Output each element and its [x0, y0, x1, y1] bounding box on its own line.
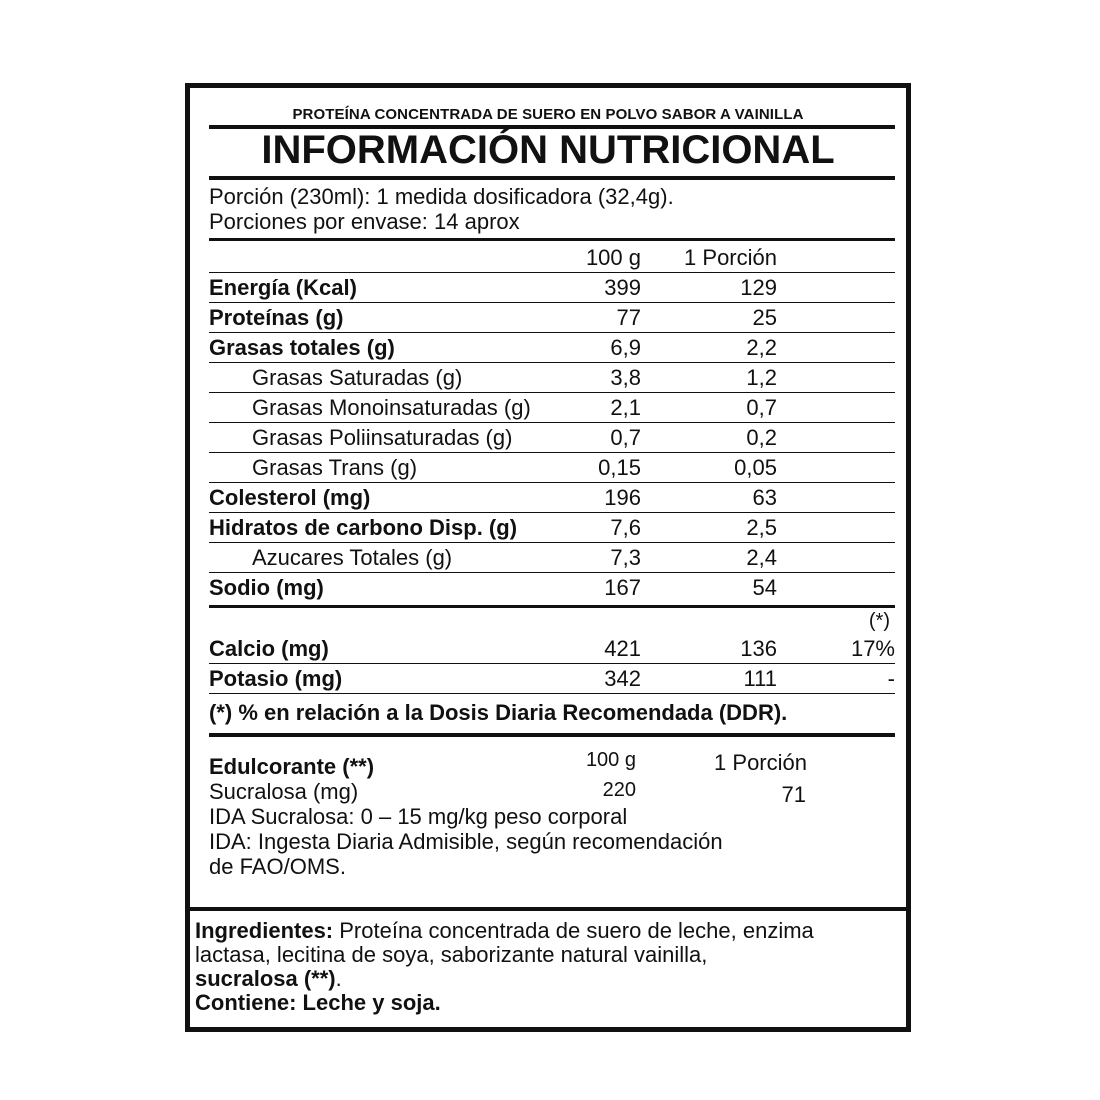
nutrient-value-portion: 129: [740, 275, 777, 300]
mineral-value-portion: 111: [743, 666, 777, 691]
ingredients-line-2: lactasa, lecitina de soya, saborizante natural vainilla,: [195, 942, 708, 967]
ddr-footnote: (*) % en relación a la Dosis Diaria Recomendada (DDR).: [209, 700, 788, 725]
nutrient-name: Grasas Trans (g): [252, 455, 418, 480]
servings-per-container: Porciones por envase: 14 aprox: [209, 209, 520, 234]
nutrient-row: [209, 273, 895, 303]
sweetener-col-portion: 1 Porción: [714, 750, 807, 775]
nutrient-value-portion: 54: [752, 575, 777, 600]
nutrient-value-100g: 7,6: [610, 515, 641, 540]
ingredients-period: .: [335, 966, 342, 991]
allergen-statement: Contiene: Leche y soja.: [195, 990, 441, 1015]
ingredients-heading: Ingredientes:: [195, 918, 334, 943]
divider: [209, 605, 895, 608]
nutrient-value-100g: 0,15: [598, 455, 641, 480]
nutrient-value-100g: 6,9: [610, 335, 641, 360]
divider: [190, 907, 906, 911]
nutrient-row: [209, 513, 895, 543]
nutrient-value-portion: 2,4: [746, 545, 777, 570]
label-title: INFORMACIÓN NUTRICIONAL: [261, 128, 835, 172]
mineral-name: Potasio (mg): [209, 666, 343, 691]
sweetener-col-100g: 100 g: [585, 749, 636, 771]
divider: [209, 733, 895, 737]
ida-definition: IDA: Ingesta Diaria Admisible, según recomendación: [209, 829, 723, 854]
nutrient-row: [209, 393, 895, 423]
nutrient-value-portion: 0,2: [746, 425, 777, 450]
ingredients-text: Proteína concentrada de suero de leche, enzima: [333, 918, 814, 943]
nutrient-name: Hidratos de carbono Disp. (g): [209, 515, 518, 540]
nutrient-name: Grasas Poliinsaturadas (g): [252, 425, 513, 450]
ingredients-line-1: [195, 918, 814, 944]
nutrient-value-100g: 0,7: [610, 425, 641, 450]
mineral-row: [209, 664, 895, 694]
nutrient-value-portion: 63: [752, 485, 777, 510]
nutrient-name: Grasas Monoinsaturadas (g): [252, 395, 531, 420]
nutrient-value-100g: 399: [604, 275, 641, 300]
nutrient-value-100g: 77: [616, 305, 641, 330]
sweetener-heading: Edulcorante (**): [209, 754, 375, 779]
nutrient-name: Azucares Totales (g): [252, 545, 453, 570]
nutrient-name: Proteínas (g): [209, 305, 344, 330]
product-subtitle: PROTEÍNA CONCENTRADA DE SUERO EN POLVO SABOR A VAINILLA: [292, 106, 804, 123]
nutrition-label: [185, 83, 911, 1032]
nutrient-value-100g: 7,3: [610, 545, 641, 570]
serving-size: Porción (230ml): 1 medida dosificadora (32,4g).: [209, 184, 674, 209]
mineral-row: [209, 634, 895, 664]
nutrient-row: [209, 453, 895, 483]
mineral-value-portion: 136: [740, 636, 777, 661]
col-100g-header: 100 g: [585, 245, 641, 270]
nutrient-row: [209, 573, 895, 603]
mineral-value-100g: 421: [604, 636, 641, 661]
mineral-value-pct: 17%: [850, 636, 895, 661]
nutrient-name: Energía (Kcal): [209, 275, 357, 300]
nutrient-value-portion: 1,2: [746, 365, 777, 390]
mineral-name: Calcio (mg): [209, 636, 329, 661]
nutrient-name: Grasas Saturadas (g): [252, 365, 463, 390]
nutrient-name: Colesterol (mg): [209, 485, 371, 510]
sweetener-value-portion: 71: [781, 782, 806, 807]
nutrient-row: [209, 543, 895, 573]
nutrient-name: Sodio (mg): [209, 575, 324, 600]
divider: [209, 238, 895, 241]
divider: [209, 176, 895, 180]
nutrient-value-portion: 0,05: [734, 455, 777, 480]
pct-column-note: (*): [868, 610, 890, 632]
col-portion-header: 1 Porción: [684, 245, 777, 270]
mineral-value-pct: -: [887, 666, 895, 691]
nutrient-value-100g: 167: [604, 575, 641, 600]
nutrient-row: [209, 303, 895, 333]
nutrient-value-portion: 2,2: [746, 335, 777, 360]
nutrient-row: [209, 483, 895, 513]
nutrient-value-100g: 196: [604, 485, 641, 510]
nutrient-value-portion: 25: [752, 305, 777, 330]
nutrient-value-100g: 2,1: [610, 395, 641, 420]
nutrient-row: [209, 333, 895, 363]
nutrient-name: Grasas totales (g): [209, 335, 395, 360]
row-separator: [209, 693, 895, 695]
mineral-value-100g: 342: [604, 666, 641, 691]
ingredients-sweetener: sucralosa (**): [195, 966, 336, 991]
column-header-row: [209, 243, 895, 273]
ingredients-line-3: [195, 966, 342, 992]
nutrient-value-portion: 2,5: [746, 515, 777, 540]
sweetener-value-100g: 220: [602, 779, 636, 801]
ida-definition-cont: de FAO/OMS.: [209, 854, 346, 879]
nutrient-row: [209, 423, 895, 453]
sweetener-name: Sucralosa (mg): [209, 779, 359, 804]
nutrient-value-portion: 0,7: [746, 395, 777, 420]
ida-limit: IDA Sucralosa: 0 – 15 mg/kg peso corporal: [209, 804, 628, 829]
nutrient-row: [209, 363, 895, 393]
nutrient-value-100g: 3,8: [610, 365, 641, 390]
